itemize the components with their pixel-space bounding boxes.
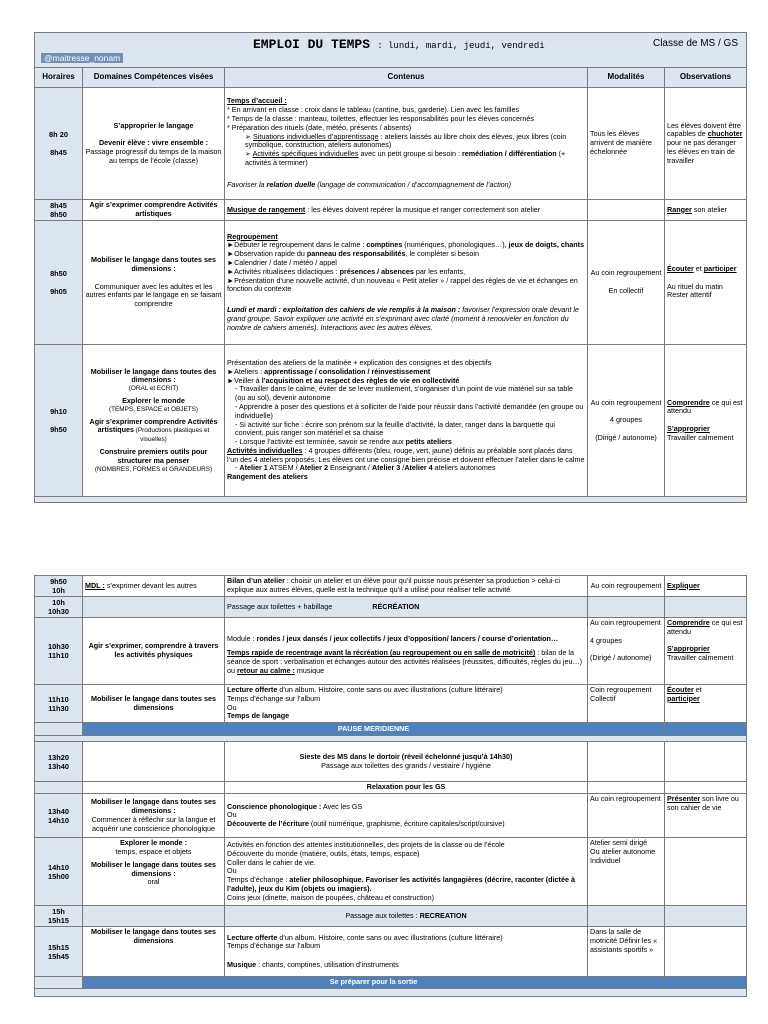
observation-cell: Les élèves doivent être capables de chuchoter pour ne pas déranger les élèves en train de travailler (665, 88, 747, 200)
domain-cell: Mobiliser le langage dans toutes ses dimensions : Commencer à réfléchir sur la langue et acquérir une conscience phonologique (83, 794, 225, 838)
time-cell: 15h 15h15 (35, 906, 83, 927)
content-cell: Passage aux toilettes : RECREATION (225, 906, 588, 927)
content-cell: Activités en fonction des attentes institutionnelles, des projets de la classe ou de l’école Découverte du monde (matière, outils, états, temps, espace) Coller dans le cahier de vie. Ou Temps d’échange : atelier philosophique. Favoriser les activités langagières (décrire, raconter (dictée à l’adulte), jeux du Kim (objets ou imagiers). Coins jeux (dinette, maison de poupées, château et construction) (225, 838, 588, 906)
pause-meridienne-band: PAUSE MERIDIENNE (83, 723, 665, 736)
table-row (35, 685, 747, 723)
content-cell: Lecture offerte d’un album. Histoire, conte sans ou avec illustrations (culture littéraire) Temps d’échange sur l’album Musique : chants, comptines, utilisation d’instruments (225, 927, 588, 977)
domain-cell: MDL : s’exprimer devant les autres (83, 576, 225, 597)
domain-cell: Mobiliser le langage dans toutes ses dimensions : Communiquer avec les adultes et les autres enfants par le langage en se faisant comprendre (83, 221, 225, 345)
domain-cell (83, 906, 225, 927)
table-row (35, 88, 747, 200)
time-cell: 11h10 11h30 (35, 685, 83, 723)
modality-cell (588, 742, 665, 782)
modality-cell (588, 782, 665, 794)
domain-cell: Agir s’exprimer comprendre Activités artistiques (83, 200, 225, 221)
table-row (35, 794, 747, 838)
table-row (35, 221, 747, 345)
content-cell: Passage aux toilettes + habillage RÉCRÉATION (225, 597, 588, 618)
modality-cell: Coin regroupement Collectif (588, 685, 665, 723)
band-cell (665, 977, 747, 989)
time-cell: 8h 20 8h45 (35, 88, 83, 200)
modality-cell (588, 906, 665, 927)
content-cell: Regroupement ►Débuter le regroupement dans le calme : comptines (numériques, phonologiques…), jeux de doigts, chants ►Observation rapide du panneau des responsabilités, le compléter si besoin ►Calendrier / date / météo / appel ►Activités ritualisées didactiques : présences / absences par les enfants, ►Présentation d’une nouvelle activité, d’un nouveau « Petit atelier » / rappel des règles de vie et échanges en fonction du contexte Lundi et mardi : exploitation des cahiers de vie remplis à la maison : favoriser l’expression orale devant le grand groupe. Savoir expliquer une activité en s’exprimant avec clarté (moment à renouveler en fonction du nombre de cahiers amenés). Interactions avec les autres élèves. (225, 221, 588, 345)
observation-cell (665, 906, 747, 927)
time-cell: 8h50 9h05 (35, 221, 83, 345)
title-bar (35, 33, 747, 68)
observation-cell: Expliquer (665, 576, 747, 597)
domain-cell: S’approprier le langage Devenir élève : vivre ensemble : Passage progressif du temps de la maison au temps de l’école (classe) (83, 88, 225, 200)
observation-cell: Écouter et participer Au rituel du matin Rester attentif (665, 221, 747, 345)
col-header-contenus: Contenus (225, 68, 588, 88)
modality-cell: Au coin regroupement 4 groupes (Dirigé / autonome) (588, 345, 665, 497)
modality-cell: Au coin regroupement (588, 576, 665, 597)
content-cell: Bilan d’un atelier : choisir un atelier et un élève pour qu’il puisse nous présenter sa production > celui-ci explique aux autres élèves, quelle est la technique qu’il a utilisé pour réaliser telle activité (225, 576, 588, 597)
observation-cell: Écouter et participer (665, 685, 747, 723)
observation-cell: Comprendre ce qui est attendu S’approprier Travailler calmement (665, 345, 747, 497)
modality-cell (588, 597, 665, 618)
time-cell: 10h 10h30 (35, 597, 83, 618)
content-cell: Relaxation pour les GS (225, 782, 588, 794)
content-cell: Temps d’accueil : * En arrivant en classe : croix dans le tableau (cantine, bus, garderie). Lien avec les familles * Temps de la classe : manteau, toilettes, effectuer les responsabilités pour les élèves concernés * Préparation des rituels (date, météo, présents / absents) ➢ Situations individuelles d’apprentissage : ateliers laissés au libre choix des élèves, jeux libres (coin symbolique, construction, ateliers autonomes) ➢ Activités spécifiques individuelles avec un petit groupe si besoin : remédiation / différentiation (+ activités à terminer) Favoriser la relation duelle (langage de communication / d’accompagnement de l’action) (225, 88, 588, 200)
table-row (35, 927, 747, 977)
time-cell (35, 723, 83, 736)
time-cell (35, 782, 83, 794)
col-header-observations: Observations (665, 68, 747, 88)
table-row (35, 576, 747, 597)
time-cell: 13h20 13h40 (35, 742, 83, 782)
observation-cell (665, 597, 747, 618)
content-cell: Lecture offerte d’un album. Histoire, conte sans ou avec illustrations (culture littéraire) Temps d’échange sur l’album Ou Temps de langage (225, 685, 588, 723)
table-row (35, 906, 747, 927)
domain-cell (83, 597, 225, 618)
content-cell: Présentation des ateliers de la matinée + explication des consignes et des objectifs ►Ateliers : apprentissage / consolidation / réinvestissement ►Veiller à l’acquisition et au respect des règles de vie en collectivité - Travailler dans le calme, éviter de se lever inutilement, s’organiser d’un point de vue matériel sur sa table (ou au sol), devenir autonome - Apprendre à poser des questions et à solliciter de l’aide pour réussir dans l’activité demandée (en groupe ou individuelle) - Si activité sur fiche : écrire son prénom sur la feuille d’activité, la dater, ranger dans la barquette qui convient, puis ranger son matériel et sa chaise - Lorsque l’activité est terminée, savoir se rendre aux petits ateliers Activités individuelles : 4 groupes différents (bleu, rouge, vert, jaune) définis au préalable sont placés dans l’un des 4 ateliers proposés. Les élèves ont une consigne bien précise et doivent effectuer l’atelier dans le calme - Atelier 1 ATSEM / Atelier 2 Enseignant / Atelier 3 /Atelier 4 ateliers autonomes Rangement des ateliers (225, 345, 588, 497)
observation-cell: Présenter son livre ou son cahier de vie (665, 794, 747, 838)
table-row (35, 838, 747, 906)
domain-cell: Mobiliser le langage dans toutes des dimensions : (ORAL et ECRIT) Explorer le monde (TEMPS, ESPACE et OBJETS) Agir s’exprimer comprendre Activités artistiques (Productions plastiques et visuelles) Construire premiers outils pour structurer ma penser (NOMBRES, FORMES et GRANDEURS) (83, 345, 225, 497)
author-handle: @maitresse_nonam (41, 53, 123, 63)
time-cell: 13h40 14h10 (35, 794, 83, 838)
modality-cell: Tous les élèves arrivent de manière échelonnée (588, 88, 665, 200)
col-header-domaines: Domaines Compétences visées (83, 68, 225, 88)
content-cell: Conscience phonologique : Avec les GS Ou Découverte de l’écriture (outil numérique, graphisme, écriture capitales/script/cursive) (225, 794, 588, 838)
table-row (35, 345, 747, 497)
observation-cell: Ranger son atelier (665, 200, 747, 221)
modality-cell: Au coin regroupement 4 groupes (Dirigé / autonome) (588, 618, 665, 685)
table-row (35, 742, 747, 782)
time-cell: 8h45 8h50 (35, 200, 83, 221)
time-cell: 15h15 15h45 (35, 927, 83, 977)
col-header-horaires: Horaires (35, 68, 83, 88)
observation-cell (665, 838, 747, 906)
modality-cell: Au coin regroupement (588, 794, 665, 838)
time-cell: 10h30 11h10 (35, 618, 83, 685)
time-cell: 9h10 9h50 (35, 345, 83, 497)
content-cell: Musique de rangement : les élèves doivent repérer la musique et ranger correctement son atelier (225, 200, 588, 221)
content-cell: Sieste des MS dans le dortoir (réveil échelonné jusqu’à 14h30) Passage aux toilettes des grands / vestiaire / hygiène (225, 742, 588, 782)
class-name: Classe de MS / GS (652, 38, 738, 49)
observation-cell (665, 927, 747, 977)
domain-cell: Mobiliser le langage dans toutes ses dimensions (83, 927, 225, 977)
timetable-page-2 (34, 575, 747, 997)
sortie-band: Se préparer pour la sortie (83, 977, 665, 989)
page-title: EMPLOI DU TEMPS : lundi, mardi, jeudi, vendredi (253, 37, 545, 52)
table-row (35, 597, 747, 618)
observation-cell: Comprendre ce qui est attendu S’approprier Travailler calmement (665, 618, 747, 685)
observation-cell (665, 742, 747, 782)
table-row (35, 200, 747, 221)
table-row (35, 618, 747, 685)
modality-cell: Atelier semi dirigé Ou atelier autonome Individuel (588, 838, 665, 906)
domain-cell: Explorer le monde : temps, espace et objets Mobiliser le langage dans toutes ses dimensions : oral (83, 838, 225, 906)
modality-cell: Au coin regroupement En collectif (588, 221, 665, 345)
col-header-modalites: Modalités (588, 68, 665, 88)
content-cell: Module : rondes / jeux dansés / jeux collectifs / jeux d’opposition/ lancers / course d’orientation… Temps rapide de recentrage avant la récréation (au regroupement ou en salle de motricité) : bilan de la séance de sport : verbalisation et échanges autour des activités réalisées (réussites, difficultés, règles du jeu…) ou retour au calme : musique (225, 618, 588, 685)
table-footer-band (35, 497, 747, 503)
time-cell: 14h10 15h00 (35, 838, 83, 906)
observation-cell (665, 782, 747, 794)
time-cell (35, 977, 83, 989)
domain-cell: Agir s’exprimer, comprendre à travers les activités physiques (83, 618, 225, 685)
modality-cell (588, 200, 665, 221)
modality-cell: Dans la salle de motricité Définir les « assistants sportifs » (588, 927, 665, 977)
domain-cell: Mobiliser le langage dans toutes ses dimensions (83, 685, 225, 723)
time-cell: 9h50 10h (35, 576, 83, 597)
domain-cell (83, 742, 225, 782)
domain-cell (83, 782, 225, 794)
table-footer-band (35, 989, 747, 997)
band-cell (665, 723, 747, 736)
timetable-page-1 (34, 32, 747, 503)
